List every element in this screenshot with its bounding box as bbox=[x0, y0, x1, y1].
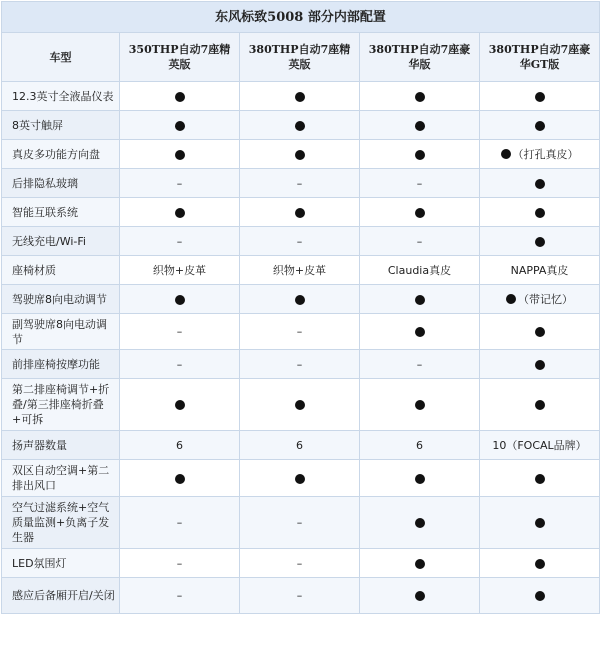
table-row bbox=[2, 350, 600, 379]
feature-name: 无线充电/Wi-Fi bbox=[2, 227, 120, 256]
value-text: 织物+皮革 bbox=[272, 263, 327, 277]
feature-name: 第二排座椅调节+折叠/第三排座椅折叠+可拆 bbox=[2, 379, 120, 431]
not-available-dash: – bbox=[296, 176, 303, 190]
value-cell bbox=[120, 111, 240, 140]
table-row bbox=[2, 256, 600, 285]
not-available-dash: – bbox=[296, 357, 303, 371]
not-available-dash: – bbox=[176, 556, 183, 570]
standard-dot-icon bbox=[415, 400, 425, 410]
standard-dot-icon bbox=[175, 92, 185, 102]
standard-dot-icon bbox=[535, 474, 545, 484]
value-cell bbox=[480, 314, 600, 350]
value-cell bbox=[240, 256, 360, 285]
value-cell bbox=[480, 111, 600, 140]
value-text: 6 bbox=[176, 438, 183, 452]
standard-dot-icon bbox=[415, 518, 425, 528]
standard-dot-icon bbox=[175, 400, 185, 410]
feature-name: LED氛围灯 bbox=[2, 549, 120, 578]
value-cell bbox=[120, 140, 240, 169]
value-cell bbox=[120, 460, 240, 497]
standard-dot-icon bbox=[501, 149, 511, 159]
value-text: 6 bbox=[416, 438, 423, 452]
feature-name: 8英寸触屏 bbox=[2, 111, 120, 140]
standard-dot-icon bbox=[535, 179, 545, 189]
value-cell bbox=[120, 497, 240, 549]
value-cell bbox=[240, 227, 360, 256]
standard-dot-icon bbox=[175, 121, 185, 131]
table-row bbox=[2, 285, 600, 314]
table-row bbox=[2, 111, 600, 140]
not-available-dash: – bbox=[176, 234, 183, 248]
value-cell bbox=[240, 578, 360, 614]
value-cell bbox=[120, 285, 240, 314]
value-cell bbox=[240, 460, 360, 497]
value-cell bbox=[120, 549, 240, 578]
value-cell bbox=[480, 140, 600, 169]
table-row bbox=[2, 198, 600, 227]
value-cell bbox=[480, 285, 600, 314]
value-cell bbox=[360, 460, 480, 497]
value-cell bbox=[480, 198, 600, 227]
standard-dot-icon bbox=[535, 559, 545, 569]
header-trim-3: 380THP自动7座豪华版 bbox=[360, 33, 480, 82]
standard-dot-icon bbox=[175, 474, 185, 484]
standard-dot-icon bbox=[535, 400, 545, 410]
value-cell bbox=[240, 497, 360, 549]
value-note: （带记忆） bbox=[518, 292, 574, 306]
value-text: 10（FOCAL品牌） bbox=[492, 438, 587, 452]
standard-dot-icon bbox=[535, 360, 545, 370]
value-text: 6 bbox=[296, 438, 303, 452]
value-cell bbox=[360, 285, 480, 314]
standard-dot-icon bbox=[535, 327, 545, 337]
standard-dot-icon bbox=[175, 150, 185, 160]
value-note: （打孔真皮） bbox=[512, 147, 579, 161]
value-cell bbox=[480, 549, 600, 578]
value-cell bbox=[480, 82, 600, 111]
standard-dot-icon bbox=[415, 150, 425, 160]
table-row bbox=[2, 578, 600, 614]
value-cell bbox=[120, 431, 240, 460]
standard-dot-icon bbox=[535, 237, 545, 247]
table-row bbox=[2, 140, 600, 169]
value-cell bbox=[480, 227, 600, 256]
value-cell bbox=[480, 350, 600, 379]
not-available-dash: – bbox=[296, 589, 303, 602]
not-available-dash: – bbox=[416, 234, 423, 248]
feature-name: 智能互联系统 bbox=[2, 198, 120, 227]
value-cell bbox=[240, 431, 360, 460]
value-cell bbox=[240, 314, 360, 350]
value-cell bbox=[240, 379, 360, 431]
table-row bbox=[2, 169, 600, 198]
standard-dot-icon bbox=[295, 92, 305, 102]
value-cell bbox=[360, 140, 480, 169]
value-cell bbox=[240, 82, 360, 111]
not-available-dash: – bbox=[176, 516, 183, 529]
table-row bbox=[2, 314, 600, 350]
header-trim-2: 380THP自动7座精英版 bbox=[240, 33, 360, 82]
standard-dot-icon bbox=[175, 295, 185, 305]
value-cell bbox=[120, 314, 240, 350]
standard-dot-icon bbox=[535, 518, 545, 528]
value-cell bbox=[240, 549, 360, 578]
value-cell bbox=[480, 431, 600, 460]
not-available-dash: – bbox=[176, 357, 183, 371]
feature-name: 后排隐私玻璃 bbox=[2, 169, 120, 198]
value-cell bbox=[240, 111, 360, 140]
standard-dot-icon bbox=[295, 121, 305, 131]
feature-name: 扬声器数量 bbox=[2, 431, 120, 460]
value-cell bbox=[480, 379, 600, 431]
value-cell bbox=[240, 350, 360, 379]
table-row bbox=[2, 82, 600, 111]
value-cell bbox=[120, 379, 240, 431]
value-cell bbox=[480, 256, 600, 285]
not-available-dash: – bbox=[176, 325, 183, 338]
standard-dot-icon bbox=[535, 92, 545, 102]
value-cell bbox=[120, 256, 240, 285]
standard-dot-icon bbox=[415, 559, 425, 569]
standard-dot-icon bbox=[175, 208, 185, 218]
standard-dot-icon bbox=[415, 327, 425, 337]
not-available-dash: – bbox=[416, 176, 423, 190]
value-cell bbox=[360, 111, 480, 140]
value-cell bbox=[120, 169, 240, 198]
value-cell bbox=[480, 497, 600, 549]
standard-dot-icon bbox=[415, 92, 425, 102]
standard-dot-icon bbox=[415, 295, 425, 305]
value-cell bbox=[360, 549, 480, 578]
value-text: NAPPA真皮 bbox=[510, 263, 569, 277]
standard-dot-icon bbox=[415, 121, 425, 131]
value-text: 织物+皮革 bbox=[152, 263, 207, 277]
value-cell bbox=[360, 314, 480, 350]
standard-dot-icon bbox=[535, 121, 545, 131]
feature-name: 空气过滤系统+空气质量监测+负离子发生器 bbox=[2, 497, 120, 549]
not-available-dash: – bbox=[416, 357, 423, 371]
value-cell bbox=[360, 431, 480, 460]
value-cell bbox=[480, 460, 600, 497]
standard-dot-icon bbox=[295, 400, 305, 410]
feature-name: 双区自动空调+第二排出风口 bbox=[2, 460, 120, 497]
value-cell bbox=[360, 169, 480, 198]
table-row bbox=[2, 497, 600, 549]
value-cell bbox=[360, 256, 480, 285]
standard-dot-icon bbox=[415, 591, 425, 601]
table-title: 东风标致5008 部分内部配置 bbox=[2, 2, 600, 33]
not-available-dash: – bbox=[296, 516, 303, 529]
value-cell bbox=[120, 578, 240, 614]
feature-name: 感应后备厢开启/关闭 bbox=[2, 578, 120, 614]
standard-dot-icon bbox=[415, 474, 425, 484]
value-cell bbox=[360, 82, 480, 111]
standard-dot-icon bbox=[295, 295, 305, 305]
standard-dot-icon bbox=[535, 591, 545, 601]
table-row bbox=[2, 460, 600, 497]
standard-dot-icon bbox=[506, 294, 516, 304]
header-trim-4: 380THP自动7座豪华GT版 bbox=[480, 33, 600, 82]
feature-name: 前排座椅按摩功能 bbox=[2, 350, 120, 379]
table-row bbox=[2, 227, 600, 256]
value-cell bbox=[120, 350, 240, 379]
value-cell bbox=[120, 82, 240, 111]
value-cell bbox=[360, 350, 480, 379]
value-cell bbox=[240, 285, 360, 314]
value-cell bbox=[480, 578, 600, 614]
config-table-container bbox=[1, 1, 599, 614]
value-cell bbox=[120, 198, 240, 227]
config-table bbox=[1, 1, 600, 614]
value-cell bbox=[360, 379, 480, 431]
standard-dot-icon bbox=[295, 474, 305, 484]
header-row bbox=[2, 33, 600, 82]
standard-dot-icon bbox=[295, 208, 305, 218]
feature-name: 座椅材质 bbox=[2, 256, 120, 285]
not-available-dash: – bbox=[176, 176, 183, 190]
standard-dot-icon bbox=[415, 208, 425, 218]
standard-dot-icon bbox=[535, 208, 545, 218]
feature-name: 副驾驶席8向电动调节 bbox=[2, 314, 120, 350]
not-available-dash: – bbox=[296, 234, 303, 248]
not-available-dash: – bbox=[296, 556, 303, 570]
feature-name: 驾驶席8向电动调节 bbox=[2, 285, 120, 314]
header-model-label: 车型 bbox=[2, 33, 120, 82]
not-available-dash: – bbox=[296, 325, 303, 338]
value-cell bbox=[240, 169, 360, 198]
value-cell bbox=[480, 169, 600, 198]
header-trim-1: 350THP自动7座精英版 bbox=[120, 33, 240, 82]
value-cell bbox=[360, 497, 480, 549]
not-available-dash: – bbox=[176, 589, 183, 602]
table-row bbox=[2, 379, 600, 431]
table-row bbox=[2, 549, 600, 578]
value-text: Claudia真皮 bbox=[387, 263, 452, 277]
value-cell bbox=[120, 227, 240, 256]
table-body bbox=[2, 82, 600, 614]
feature-name: 真皮多功能方向盘 bbox=[2, 140, 120, 169]
standard-dot-icon bbox=[295, 150, 305, 160]
value-cell bbox=[360, 198, 480, 227]
value-cell bbox=[240, 140, 360, 169]
value-cell bbox=[240, 198, 360, 227]
table-row bbox=[2, 431, 600, 460]
feature-name: 12.3英寸全液晶仪表 bbox=[2, 82, 120, 111]
value-cell bbox=[360, 227, 480, 256]
value-cell bbox=[360, 578, 480, 614]
